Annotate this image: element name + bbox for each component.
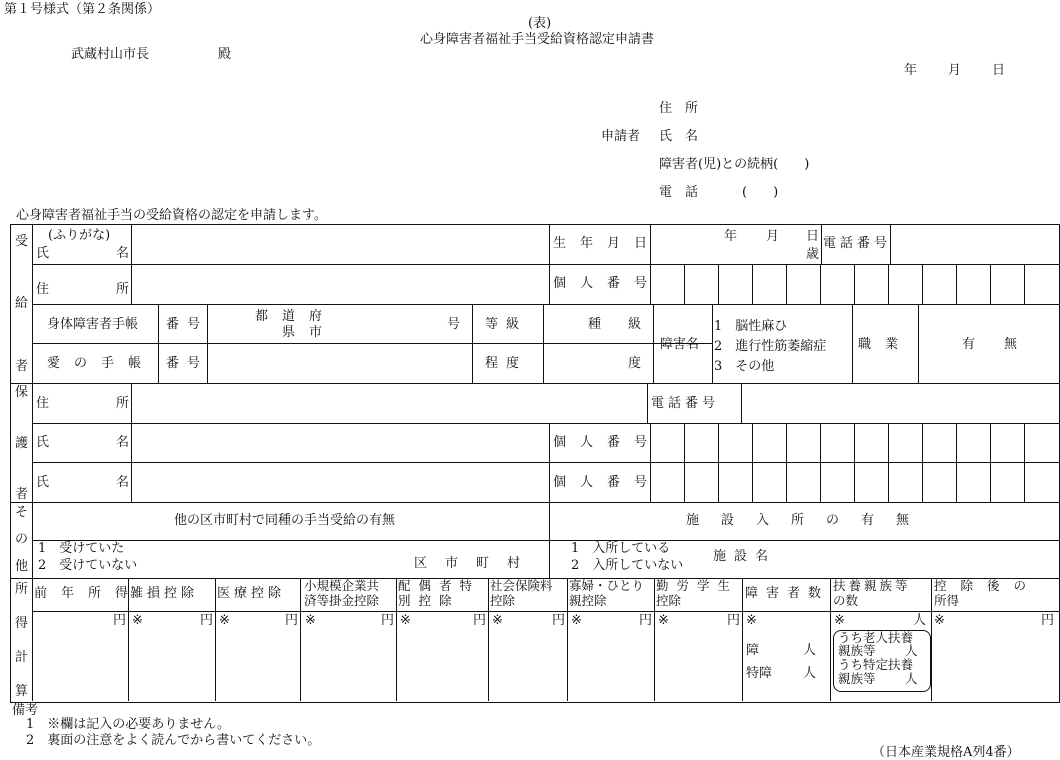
income-header-small-biz-1: 小規模企業共 bbox=[304, 578, 380, 593]
date-year: 年 bbox=[904, 63, 918, 78]
disability-option-1[interactable]: 1 脳性麻ひ bbox=[714, 319, 788, 334]
guardian2-name-label-b: 名 bbox=[116, 475, 130, 490]
recipient-name-label-b: 名 bbox=[116, 246, 130, 261]
go-label: 号 bbox=[447, 317, 461, 332]
facility-opt1[interactable]: 1 入所している bbox=[571, 541, 671, 556]
grade-label: 等級 bbox=[485, 317, 528, 332]
jis-label: （日本産業規格A列4番） bbox=[872, 745, 1020, 760]
honorific: 殿 bbox=[218, 47, 232, 62]
income-header-dependents-2: の数 bbox=[833, 593, 859, 608]
birth-day: 日 bbox=[806, 229, 820, 244]
guardian-name-label-a: 氏 bbox=[36, 435, 50, 450]
guardian-address-label-a: 住 bbox=[36, 396, 50, 411]
old-dependents-person: 人 bbox=[905, 643, 918, 658]
recipient-name-label-a: 氏 bbox=[36, 246, 50, 261]
shintai-handbook-label: 身体障害者手帳 bbox=[47, 317, 139, 332]
after-yen: 円 bbox=[1041, 613, 1055, 628]
income-header-small-biz-2: 済等掛金控除 bbox=[304, 593, 380, 608]
income-header-prev-income: 前年所得 bbox=[34, 586, 143, 601]
income-header-after-1: 控除後の bbox=[934, 578, 1041, 593]
request-text: 心身障害者福祉手当の受給資格の認定を申請します。 bbox=[16, 208, 327, 223]
income-header-zasson: 雑損控除 bbox=[130, 586, 199, 601]
note-1: 1 ※欄は記入の必要ありません。 bbox=[26, 717, 231, 732]
occupation-label: 職業 bbox=[858, 337, 913, 352]
applicant-group-label: 申請者 bbox=[601, 129, 641, 144]
widow-mark: ※ bbox=[571, 613, 582, 628]
todofuken-label-1: 都道府 bbox=[255, 309, 337, 324]
birth-month: 月 bbox=[766, 229, 780, 244]
ai-number-label: 番号 bbox=[166, 356, 209, 371]
age-label: 歳 bbox=[806, 247, 820, 262]
student-yen: 円 bbox=[727, 613, 741, 628]
facility-opt2[interactable]: 2 入所していない bbox=[571, 558, 684, 573]
addressee: 武蔵村山市長 bbox=[71, 47, 150, 62]
other-allowance-label: 他の区市町村で同種の手当受給の有無 bbox=[174, 513, 396, 528]
birth-year: 年 bbox=[724, 229, 738, 244]
guardian-personal-no-label: 個人番号 bbox=[553, 435, 662, 450]
note-2: 2 裏面の注意をよく読んでから書いてください。 bbox=[26, 733, 321, 748]
social-mark: ※ bbox=[492, 613, 503, 628]
prev-income-yen: 円 bbox=[113, 613, 127, 628]
recipient-address-label-a: 住 bbox=[36, 282, 50, 297]
guardian2-name-label-a: 氏 bbox=[36, 475, 50, 490]
small-biz-yen: 円 bbox=[381, 613, 395, 628]
income-header-after-2: 所得 bbox=[934, 593, 960, 608]
guardian-address-field[interactable] bbox=[132, 384, 646, 422]
income-header-disabled-count: 障害者数 bbox=[745, 586, 830, 601]
after-mark: ※ bbox=[934, 613, 945, 628]
date-day: 日 bbox=[992, 63, 1006, 78]
dependents-person: 人 bbox=[913, 613, 927, 628]
special-dependents-label-2: 親族等 bbox=[838, 671, 876, 686]
applicant-phone-label: 電 話 bbox=[659, 185, 699, 200]
income-header-widow-1: 寡婦・ひとり bbox=[569, 578, 645, 593]
income-header-spouse-2: 別控除 bbox=[398, 593, 460, 608]
shintai-number-label: 番号 bbox=[166, 317, 209, 332]
special-dependents-person: 人 bbox=[905, 671, 918, 686]
widow-yen: 円 bbox=[639, 613, 653, 628]
facility-label: 施設入所の有無 bbox=[686, 513, 932, 528]
sho-label: 障 bbox=[746, 643, 760, 658]
zasson-yen: 円 bbox=[200, 613, 214, 628]
facility-name-label: 施設名 bbox=[713, 549, 777, 564]
recipient-personal-no-label: 個人番号 bbox=[553, 276, 662, 291]
furigana-label: (ふりがな) bbox=[48, 228, 111, 243]
tokusho-label: 特障 bbox=[746, 666, 773, 681]
medical-yen: 円 bbox=[285, 613, 299, 628]
income-header-student-1: 勤労学生 bbox=[656, 578, 739, 593]
applicant-name-label: 氏 名 bbox=[659, 129, 699, 144]
birthdate-label: 生年月日 bbox=[553, 236, 662, 251]
disability-option-2[interactable]: 2 進行性筋萎縮症 bbox=[714, 339, 827, 354]
ai-handbook-label: 愛の手帳 bbox=[47, 356, 156, 371]
applicant-phone-paren: ( ) bbox=[742, 185, 779, 200]
recipient-phone-field[interactable] bbox=[891, 225, 1057, 263]
small-biz-mark: ※ bbox=[305, 613, 316, 628]
form-number: 第１号様式（第２条関係） bbox=[4, 2, 161, 17]
social-yen: 円 bbox=[552, 613, 566, 628]
recipient-name-field[interactable] bbox=[132, 225, 548, 263]
guardian-name-label-b: 名 bbox=[116, 435, 130, 450]
disability-name-label: 障害名 bbox=[660, 337, 700, 352]
recipient-address-label-b: 所 bbox=[116, 282, 130, 297]
date-month: 月 bbox=[948, 63, 962, 78]
spouse-yen: 円 bbox=[473, 613, 487, 628]
occupation-no[interactable]: 無 bbox=[1004, 337, 1018, 352]
notes-title: 備考 bbox=[12, 703, 39, 718]
kind-label: 種 bbox=[588, 317, 602, 332]
form-title: 心身障害者福祉手当受給資格認定申請書 bbox=[420, 32, 655, 47]
student-mark: ※ bbox=[658, 613, 669, 628]
side-label: (表) bbox=[528, 16, 552, 31]
income-header-medical: 医療控除 bbox=[217, 586, 286, 601]
guardian2-personal-no-label: 個人番号 bbox=[553, 475, 662, 490]
recipient-personal-no-field[interactable] bbox=[651, 265, 1058, 303]
tokusho-person: 人 bbox=[803, 666, 817, 681]
old-dependents-label-2: 親族等 bbox=[838, 643, 876, 658]
dependents-mark: ※ bbox=[834, 613, 845, 628]
todofuken-label-2: 県市 bbox=[282, 325, 337, 340]
medical-mark: ※ bbox=[219, 613, 230, 628]
guardian-address-label-b: 所 bbox=[116, 396, 130, 411]
guardian-phone-field[interactable] bbox=[742, 384, 1058, 422]
disability-option-3[interactable]: 3 その他 bbox=[714, 359, 775, 374]
disabled-mark: ※ bbox=[746, 613, 757, 628]
guardian-phone-label: 電話番号 bbox=[651, 396, 720, 411]
kyu-label: 級 bbox=[628, 317, 642, 332]
income-header-dependents-1: 扶養親族等 bbox=[833, 578, 911, 593]
spouse-mark: ※ bbox=[400, 613, 411, 628]
applicant-relation-label: 障害者(児)との続柄( ) bbox=[659, 157, 810, 172]
recipient-phone-label: 電話番号 bbox=[823, 236, 892, 251]
applicant-address-label: 住 所 bbox=[659, 101, 699, 116]
income-header-social-1: 社会保険料 bbox=[490, 578, 553, 593]
municipal-label: 区市町村 bbox=[414, 556, 539, 571]
do-label: 度 bbox=[628, 356, 642, 371]
other-allowance-opt1[interactable]: 1 受けていた bbox=[38, 541, 125, 556]
zasson-mark: ※ bbox=[132, 613, 143, 628]
income-header-widow-2: 親控除 bbox=[569, 593, 607, 608]
income-header-social-2: 控除 bbox=[490, 593, 516, 608]
special-dependents-label: うち特定扶養 bbox=[838, 657, 914, 672]
other-allowance-opt2[interactable]: 2 受けていない bbox=[38, 558, 138, 573]
income-header-student-2: 控除 bbox=[656, 593, 682, 608]
recipient-address-field[interactable] bbox=[132, 265, 548, 303]
income-header-spouse-1: 配偶者特 bbox=[398, 578, 481, 593]
sho-person: 人 bbox=[803, 643, 817, 658]
occupation-yes[interactable]: 有 bbox=[962, 337, 976, 352]
degree-label: 程度 bbox=[485, 356, 528, 371]
old-dependents-label: うち老人扶養 bbox=[838, 630, 914, 645]
